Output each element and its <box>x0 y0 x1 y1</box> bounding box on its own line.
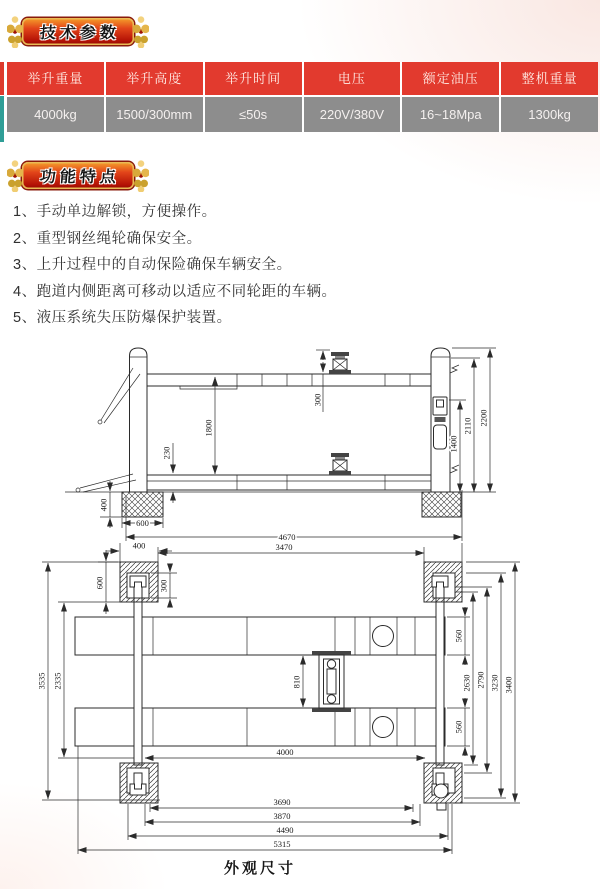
badge-features-label: 功能特点 <box>39 169 121 186</box>
spec-value-lift-height: 1500/300mm <box>106 97 203 132</box>
dim-plan-810 <box>292 656 304 707</box>
spec-value-lift-time: ≤50s <box>205 97 302 132</box>
dim-side-1800 <box>204 377 216 474</box>
post-base-front-left <box>120 562 158 602</box>
feature-item: 2、重型钢丝绳轮确保安全。 <box>13 230 202 247</box>
spec-value-machine-weight: 1300kg <box>501 97 598 132</box>
svg-text:810: 810 <box>291 675 302 689</box>
svg-text:3400: 3400 <box>503 676 514 694</box>
runway-front <box>75 617 445 655</box>
svg-text:600: 600 <box>136 518 149 528</box>
post-base-front-right <box>424 562 462 602</box>
spec-table <box>7 62 598 132</box>
feature-list <box>13 199 573 332</box>
control-box <box>433 397 447 449</box>
runway-upper <box>147 374 431 389</box>
svg-text:4000: 4000 <box>276 747 294 757</box>
badge-tech-params <box>22 18 134 45</box>
edge-accent-teal <box>0 96 4 142</box>
svg-text:2200: 2200 <box>478 409 489 427</box>
dim-side-600 <box>122 518 163 528</box>
ramp-lower <box>76 474 136 492</box>
ramp-upper <box>98 368 140 424</box>
feature-item: 4、跑道内侧距离可移动以适应不同轮距的车辆。 <box>13 283 337 300</box>
jack-on-lower-runway <box>329 453 351 475</box>
badge-tech-params-label: 技术参数 <box>39 25 121 42</box>
svg-text:300: 300 <box>158 579 169 593</box>
svg-text:400: 400 <box>132 543 146 551</box>
svg-text:3535: 3535 <box>36 672 47 690</box>
runway-hole <box>373 626 394 647</box>
dim-plan-3870 <box>145 804 420 826</box>
runway-lower <box>147 475 431 490</box>
power-unit <box>434 784 448 798</box>
spec-header-oil-pressure: 额定油压 <box>402 62 499 95</box>
svg-text:560: 560 <box>453 629 464 643</box>
break-mark <box>450 365 459 373</box>
sliding-jack-beam <box>312 651 351 712</box>
svg-text:2790: 2790 <box>475 671 486 689</box>
svg-text:2335: 2335 <box>52 672 63 690</box>
svg-text:400: 400 <box>98 498 109 512</box>
svg-text:560: 560 <box>453 720 464 734</box>
post-base-rear-left <box>120 763 158 803</box>
dim-plan-600 <box>95 550 123 614</box>
feature-item: 3、上升过程中的自动保险确保车辆安全。 <box>13 257 292 273</box>
spec-header-voltage: 电压 <box>304 62 401 95</box>
dim-plan-400 <box>106 543 172 562</box>
badge-features <box>22 162 134 189</box>
dim-side-2110 <box>448 358 480 492</box>
side-elevation-drawing <box>0 340 600 545</box>
spec-value-oil-pressure: 16~18Mpa <box>402 97 499 132</box>
runway-rear <box>75 708 445 746</box>
post-base-rear-right <box>424 763 462 810</box>
svg-text:4490: 4490 <box>276 825 294 835</box>
svg-text:4670: 4670 <box>278 532 296 542</box>
dim-plan-3470 <box>158 543 462 562</box>
svg-text:600: 600 <box>94 576 105 590</box>
svg-text:5315: 5315 <box>273 839 291 849</box>
feature-item: 1、手动单边解锁，方便操作。 <box>13 204 217 220</box>
spec-value-lift-weight: 4000kg <box>7 97 104 132</box>
feature-item: 5、液压系统失压防爆保护装置。 <box>13 310 232 326</box>
dim-plan-3690 <box>150 797 413 812</box>
spec-value-voltage: 220V/380V <box>304 97 401 132</box>
jack-on-upper-runway <box>329 352 351 374</box>
dim-plan-4000 <box>145 747 425 758</box>
dim-side-4670 <box>126 490 462 542</box>
svg-text:3470: 3470 <box>275 543 293 552</box>
break-mark <box>450 465 459 473</box>
svg-text:2630: 2630 <box>461 674 472 692</box>
svg-text:230: 230 <box>161 446 172 460</box>
spec-header-lift-height: 举升高度 <box>106 62 203 95</box>
svg-text:300: 300 <box>312 393 323 407</box>
edge-accent-red <box>0 62 4 95</box>
spec-header-lift-time: 举升时间 <box>205 62 302 95</box>
svg-text:1400: 1400 <box>448 435 459 453</box>
drawing-caption: 外观尺寸 <box>223 860 296 877</box>
dim-side-1400 <box>449 400 467 492</box>
svg-text:3870: 3870 <box>273 811 291 821</box>
svg-text:3230: 3230 <box>489 674 500 692</box>
svg-text:1800: 1800 <box>203 419 214 437</box>
runway-hole <box>373 717 394 738</box>
dim-plan-560-rear <box>447 698 470 756</box>
spec-header-machine-weight: 整机重量 <box>501 62 598 95</box>
spec-header-lift-weight: 举升重量 <box>7 62 104 95</box>
plan-view-drawing <box>0 543 600 865</box>
dim-plan-560-front <box>447 607 470 665</box>
svg-text:2110: 2110 <box>462 417 473 435</box>
svg-text:3690: 3690 <box>273 797 291 807</box>
